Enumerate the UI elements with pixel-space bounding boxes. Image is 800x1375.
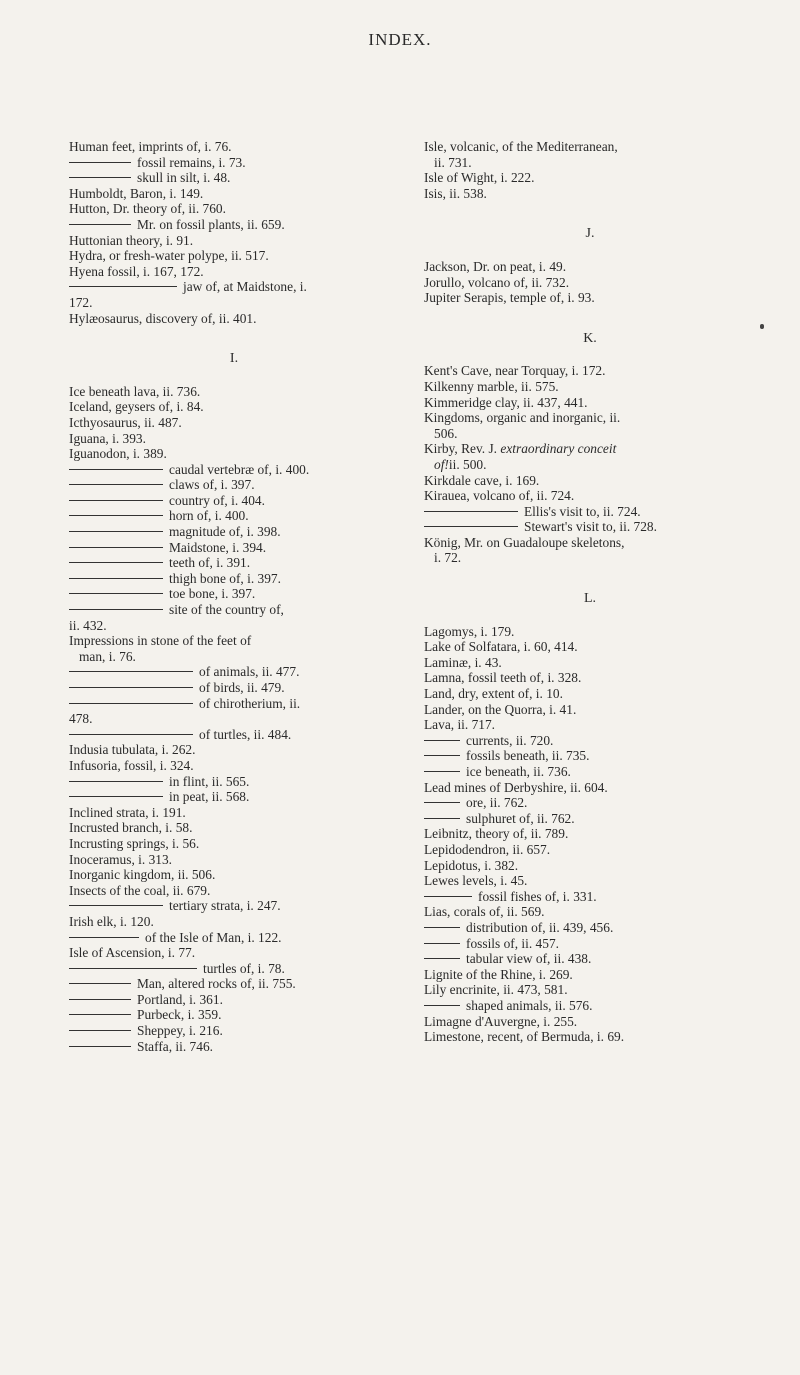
index-subentry: of animals, ii. 477.: [69, 664, 399, 680]
index-entry: Incrusting springs, i. 56.: [69, 835, 200, 851]
index-entry: Iguana, i. 393.: [69, 430, 146, 446]
index-entry: Jackson, Dr. on peat, i. 49.: [424, 258, 567, 274]
index-entry: Kingdoms, organic and inorganic, ii.: [424, 410, 621, 426]
index-entry-continuation: ii. 432.: [69, 617, 107, 633]
page-title: INDEX.: [368, 30, 432, 49]
index-entry: Iguanodon, i. 389.: [69, 446, 167, 462]
index-entry: Hyena fossil, i. 167, 172.: [69, 263, 204, 279]
index-subentry: Sheppey, i. 216.: [69, 1023, 399, 1039]
index-column-left: [69, 139, 399, 1054]
index-entry: Lander, on the Quorra, i. 41.: [424, 701, 577, 717]
index-subentry: in flint, ii. 565.: [69, 774, 399, 790]
index-subentry: of turtles, ii. 484.: [69, 727, 399, 743]
index-subentry: jaw of, at Maidstone, i.: [69, 279, 399, 295]
index-entry: Irish elk, i. 120.: [69, 913, 154, 929]
index-subentry: turtles of, i. 78.: [69, 961, 399, 977]
index-entry: Human feet, imprints of, i. 76.: [69, 139, 232, 154]
index-subentry: distribution of, ii. 439, 456.: [424, 920, 756, 936]
index-subentry: Staffa, ii. 746.: [69, 1039, 399, 1055]
index-entry: Isis, ii. 538.: [424, 185, 487, 201]
index-entry-continuation: of! ii. 500.: [434, 456, 487, 472]
index-entry: Lignite of the Rhine, i. 269.: [424, 966, 573, 982]
index-entry-continuation: ii. 731.: [434, 154, 472, 170]
index-entry: Lias, corals of, ii. 569.: [424, 904, 545, 920]
index-subentry: Portland, i. 361.: [69, 992, 399, 1008]
index-subentry: of the Isle of Man, i. 122.: [69, 930, 399, 946]
index-entry: Lewes levels, i. 45.: [424, 873, 528, 889]
index-entry: Lamna, fossil teeth of, i. 328.: [424, 670, 582, 686]
index-subentry: Mr. on fossil plants, ii. 659.: [69, 217, 399, 233]
index-subentry: sulphuret of, ii. 762.: [424, 811, 756, 827]
index-entry: Icthyosaurus, ii. 487.: [69, 414, 182, 430]
index-subentry: Stewart's visit to, ii. 728.: [424, 519, 756, 535]
index-subentry: tabular view of, ii. 438.: [424, 951, 756, 967]
index-subentry: tertiary strata, i. 247.: [69, 898, 399, 914]
index-subentry: fossils beneath, ii. 735.: [424, 748, 756, 764]
index-subentry: currents, ii. 720.: [424, 733, 756, 749]
index-entry: Impressions in stone of the feet of: [69, 633, 252, 649]
index-entry: Hydra, or fresh-water polype, ii. 517.: [69, 248, 269, 264]
index-entry-continuation: 506.: [434, 425, 458, 441]
index-entry: Huttonian theory, i. 91.: [69, 232, 194, 248]
index-subentry: horn of, i. 400.: [69, 508, 399, 524]
index-entry-continuation: 478.: [69, 711, 93, 727]
index-subentry: fossil remains, i. 73.: [69, 155, 399, 171]
index-entry-continuation: 172.: [69, 294, 93, 310]
index-entry: Kilkenny marble, ii. 575.: [424, 378, 559, 394]
index-entry: Jupiter Serapis, temple of, i. 93.: [424, 290, 595, 306]
index-subentry: toe bone, i. 397.: [69, 586, 399, 602]
index-entry: Jorullo, volcano of, ii. 732.: [424, 274, 570, 290]
index-entry: Lake of Solfatara, i. 60, 414.: [424, 639, 578, 655]
index-subentry: country of, i. 404.: [69, 493, 399, 509]
index-entry: Limagne d'Auvergne, i. 255.: [424, 1013, 578, 1029]
index-subentry: Maidstone, i. 394.: [69, 540, 399, 556]
index-entry: Kirauea, volcano of, ii. 724.: [424, 488, 575, 504]
section-letter-i: I.: [229, 351, 239, 367]
index-subentry: ice beneath, ii. 736.: [424, 764, 756, 780]
index-subentry: skull in silt, i. 48.: [69, 170, 399, 186]
index-subentry: teeth of, i. 391.: [69, 555, 399, 571]
index-entry: Inclined strata, i. 191.: [69, 804, 186, 820]
index-entry: Kirkdale cave, i. 169.: [424, 472, 540, 488]
index-entry: Incrusted branch, i. 58.: [69, 820, 193, 836]
index-entry: Hutton, Dr. theory of, ii. 760.: [69, 201, 226, 217]
index-entry: Kimmeridge clay, ii. 437, 441.: [424, 394, 588, 410]
index-entry: Lepidotus, i. 382.: [424, 857, 519, 873]
index-entry: Lagomys, i. 179.: [424, 623, 515, 639]
index-entry: Lead mines of Derbyshire, ii. 604.: [424, 779, 608, 795]
index-entry: Infusoria, fossil, i. 324.: [69, 757, 194, 773]
index-subentry: of chirotherium, ii.: [69, 696, 399, 712]
index-subentry: thigh bone of, i. 397.: [69, 571, 399, 587]
index-entry: Kirby, Rev. J. extraordinary conceit: [424, 441, 617, 457]
index-entry: Inorganic kingdom, ii. 506.: [69, 867, 216, 883]
index-entry: Indusia tubulata, i. 262.: [69, 742, 196, 758]
index-subentry: Man, altered rocks of, ii. 755.: [69, 976, 399, 992]
index-subentry: shaped animals, ii. 576.: [424, 998, 756, 1014]
print-speck: [760, 324, 764, 329]
index-entry-continuation: man, i. 76.: [79, 648, 136, 664]
index-entry: Limestone, recent, of Bermuda, i. 69.: [424, 1029, 625, 1045]
index-entry: Leibnitz, theory of, ii. 789.: [424, 826, 569, 842]
index-subentry: in peat, ii. 568.: [69, 789, 399, 805]
index-entry: Hylæosaurus, discovery of, ii. 401.: [69, 310, 257, 326]
index-subentry: caudal vertebræ of, i. 400.: [69, 462, 399, 478]
index-entry: Lepidodendron, ii. 657.: [424, 841, 551, 857]
index-entry: Insects of the coal, ii. 679.: [69, 882, 211, 898]
index-entry: Kent's Cave, near Torquay, i. 172.: [424, 363, 606, 379]
index-column-right: [424, 139, 756, 1045]
index-entry-continuation: i. 72.: [434, 550, 462, 566]
index-entry: Lava, ii. 717.: [424, 717, 496, 733]
index-entry: Isle, volcanic, of the Mediterranean,: [424, 139, 618, 154]
section-letter-j: J.: [585, 226, 595, 242]
index-subentry: Purbeck, i. 359.: [69, 1007, 399, 1023]
index-subentry: of birds, ii. 479.: [69, 680, 399, 696]
index-entry: Isle of Wight, i. 222.: [424, 170, 535, 186]
index-entry: Land, dry, extent of, i. 10.: [424, 686, 563, 702]
index-subentry: fossil fishes of, i. 331.: [424, 889, 756, 905]
index-entry: Humboldt, Baron, i. 149.: [69, 185, 204, 201]
section-letter-k: K.: [583, 330, 597, 346]
index-entry: Lily encrinite, ii. 473, 581.: [424, 982, 568, 998]
index-subentry: fossils of, ii. 457.: [424, 936, 756, 952]
index-entry: Inoceramus, i. 313.: [69, 851, 173, 867]
index-subentry: Ellis's visit to, ii. 724.: [424, 504, 756, 520]
index-subentry: claws of, i. 397.: [69, 477, 399, 493]
index-subentry: site of the country of,: [69, 602, 399, 618]
index-entry: Isle of Ascension, i. 77.: [69, 945, 196, 961]
index-entry: Ice beneath lava, ii. 736.: [69, 383, 201, 399]
index-entry: Laminæ, i. 43.: [424, 654, 502, 670]
index-subentry: ore, ii. 762.: [424, 795, 756, 811]
index-entry: Iceland, geysers of, i. 84.: [69, 399, 204, 415]
section-letter-l: L.: [583, 591, 597, 607]
index-entry: König, Mr. on Guadaloupe skeletons,: [424, 534, 625, 550]
index-subentry: magnitude of, i. 398.: [69, 524, 399, 540]
